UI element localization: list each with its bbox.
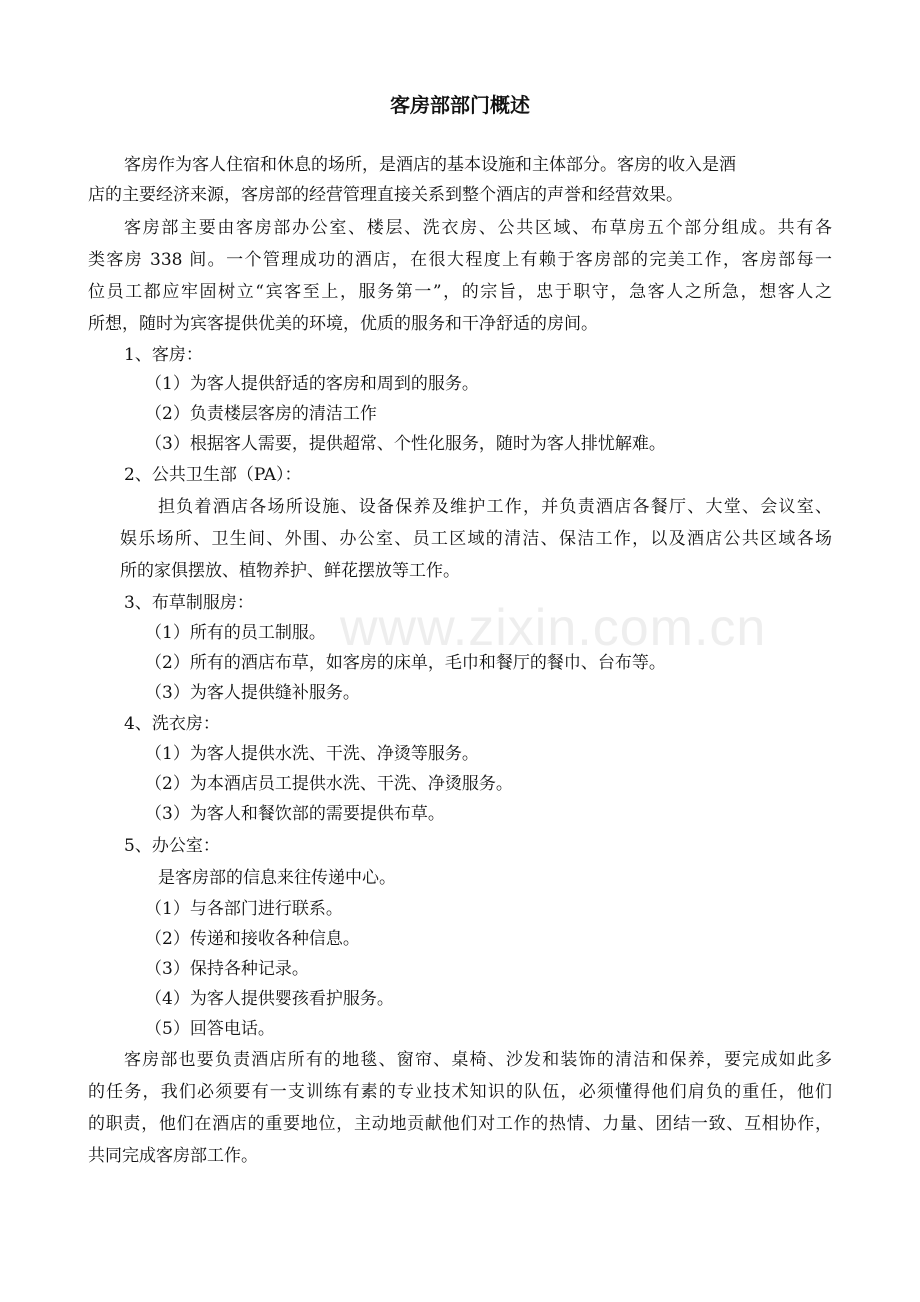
list-item: （2）所有的酒店布草，如客房的床单，毛巾和餐厅的餐巾、台布等。 (145, 653, 666, 673)
section-heading-linen-room: 3、布草制服房： (124, 593, 254, 613)
office-description: 是客房部的信息来往传递中心。 (158, 868, 396, 888)
closing-line-3: 的职责，他们在酒店的重要地位，主动地贡献他们对工作的热情、力量、团结一致、互相协作， (88, 1114, 832, 1134)
list-item: （2）为本酒店员工提供水洗、干洗、净烫服务。 (145, 774, 513, 794)
watermark: www.zixin.com.cn (340, 599, 767, 657)
list-item: （3）为客人提供缝补服务。 (145, 683, 360, 703)
pa-line-1: 担负着酒店各场所设施、设备保养及维护工作，并负责酒店各餐厅、大堂、会议室、 (158, 497, 832, 517)
pa-line-3: 所的家俱摆放、植物养护、鲜花摆放等工作。 (120, 561, 460, 581)
intro-line-1: 客房作为客人住宿和休息的场所，是酒店的基本设施和主体部分。客房的收入是酒 (124, 155, 736, 175)
section-heading-office: 5、办公室： (124, 836, 220, 856)
overview-line-1: 客房部主要由客房部办公室、楼层、洗衣房、公共区域、布草房五个部分组成。共有各 (124, 218, 832, 238)
list-item: （3）为客人和餐饮部的需要提供布草。 (145, 804, 445, 824)
closing-line-2: 的任务，我们必须要有一支训练有素的专业技术知识的队伍，必须懂得他们肩负的重任，他们 (88, 1082, 832, 1102)
list-item: （1）为客人提供水洗、干洗、净烫等服务。 (145, 744, 479, 764)
pa-line-2: 娱乐场所、卫生间、外围、办公室、员工区域的清洁、保洁工作，以及酒店公共区域各场 (120, 529, 832, 549)
intro-line-2: 店的主要经济来源，客房部的经营管理直接关系到整个酒店的声誉和经营效果。 (88, 185, 683, 205)
list-item: （3）保持各种记录。 (145, 959, 309, 979)
list-item: （2）传递和接收各种信息。 (145, 929, 360, 949)
document-title: 客房部部门概述 (390, 93, 530, 117)
list-item: （2）负责楼层客房的清洁工作 (145, 404, 377, 424)
closing-line-4: 共同完成客房部工作。 (88, 1146, 258, 1166)
overview-line-2: 类客房 338 间。一个管理成功的酒店，在很大程度上有赖于客房部的完美工作，客房部每一 (88, 250, 832, 270)
section-heading-guest-rooms: 1、客房： (124, 345, 203, 365)
list-item: （5）回答电话。 (145, 1019, 275, 1039)
list-item: （1）为客人提供舒适的客房和周到的服务。 (145, 374, 479, 394)
list-item: （4）为客人提供婴孩看护服务。 (145, 989, 394, 1009)
section-heading-public-area: 2、公共卫生部（PA）： (124, 465, 302, 485)
closing-line-1: 客房部也要负责酒店所有的地毯、窗帘、桌椅、沙发和装饰的清洁和保养，要完成如此多 (124, 1050, 832, 1070)
overview-line-3: 位员工都应牢固树立“宾客至上，服务第一”，的宗旨，忠于职守，急客人之所急，想客人之 (88, 282, 832, 302)
list-item: （3）根据客人需要，提供超常、个性化服务，随时为客人排忧解难。 (145, 434, 666, 454)
overview-line-4: 所想，随时为宾客提供优美的环境，优质的服务和干净舒适的房间。 (88, 314, 598, 334)
section-heading-laundry: 4、洗衣房： (124, 714, 220, 734)
list-item: （1）所有的员工制服。 (145, 623, 326, 643)
list-item: （1）与各部门进行联系。 (145, 899, 343, 919)
